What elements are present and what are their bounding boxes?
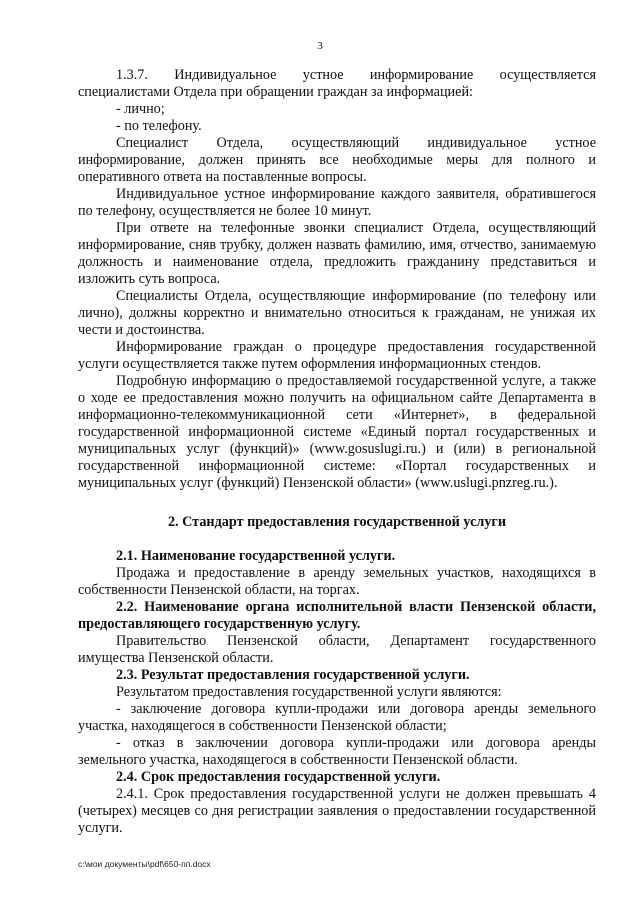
paragraph-2-4-1: 2.4.1. Срок предоставления государственной услуги не должен превышать 4 (четырех) месяцев со дня регистрации заявления о предоставлении государственной услуги. xyxy=(78,786,596,836)
heading-2-4: 2.4. Срок предоставления государственной услуги. xyxy=(116,769,441,785)
paragraph-time-limit: Индивидуальное устное информирование каждого заявителя, обратившегося по телефону, осуществляется не более 10 минут. xyxy=(78,186,596,219)
paragraph-2-3: Результатом предоставления государственной услуги являются: xyxy=(116,684,502,700)
paragraph-phone-calls: При ответе на телефонные звонки специалист Отдела, осуществляющий информирование, сняв трубку, должен назвать фамилию, имя, отчество, занимаемую должность и наименование отдела, предложить гражданину представиться и изложить суть вопроса. xyxy=(78,220,596,287)
paragraph-2-2: Правительство Пензенской области, Департамент государственного имущества Пензенской области. xyxy=(78,633,596,666)
paragraph-2-1: Продажа и предоставление в аренду земельных участков, находящихся в собственности Пензенской области, на торгах. xyxy=(78,565,596,598)
paragraph-specialist-duties: Специалист Отдела, осуществляющий индивидуальное устное информирование, должен принять все необходимые меры для полного и оперативного ответа на поставленные вопросы. xyxy=(78,135,596,185)
paragraph-conduct: Специалисты Отдела, осуществляющие информирование (по телефону или лично), должны корректно и внимательно относиться к гражданам, не унижая их чести и достоинства. xyxy=(78,288,596,338)
list-item-contract: - заключение договора купли-продажи или договора аренды земельного участка, находящегося в собственности Пензенской области; xyxy=(78,701,596,734)
heading-2-1: 2.1. Наименование государственной услуги. xyxy=(116,548,396,564)
section-2-title: 2. Стандарт предоставления государственной услуги xyxy=(167,514,507,530)
list-item-by-phone: - по телефону. xyxy=(116,118,202,134)
heading-2-2: 2.2. Наименование органа исполнительной власти Пензенской области, предоставляющего государственную услугу. xyxy=(78,599,596,632)
paragraph-1-3-7: 1.3.7. Индивидуальное устное информирование осуществляется специалистами Отдела при обращении граждан за информацией: xyxy=(78,67,596,100)
document-body xyxy=(78,67,596,837)
list-item-refusal: - отказ в заключении договора купли-продажи или договора аренды земельного участка, находящегося в собственности Пензенской области. xyxy=(78,735,596,768)
paragraph-info-stands: Информирование граждан о процедуре предоставления государственной услуги осуществляется также путем оформления информационных стендов. xyxy=(78,339,596,372)
file-path-footer: c:\мои документы\pdf\650-пп.docx xyxy=(78,859,211,869)
heading-2-3: 2.3. Результат предоставления государственной услуги. xyxy=(116,667,470,683)
page-number: 3 xyxy=(317,40,323,52)
paragraph-online-info: Подробную информацию о предоставляемой государственной услуге, а также о ходе ее предоставления можно получить на официальном сайте Департамента в информационно-телекоммуникационной сети «Интернет», в федеральной государственной информационной системе «Единый портал государственных и муниципальных услуг (функций)» (www.gosuslugi.ru.) и (или) в региональной государственной информационной системе: «Портал государственных и муниципальных услуг (функций) Пензенской области» (www.uslugi.pnzreg.ru.). xyxy=(78,373,596,491)
list-item-in-person: - лично; xyxy=(116,101,165,117)
